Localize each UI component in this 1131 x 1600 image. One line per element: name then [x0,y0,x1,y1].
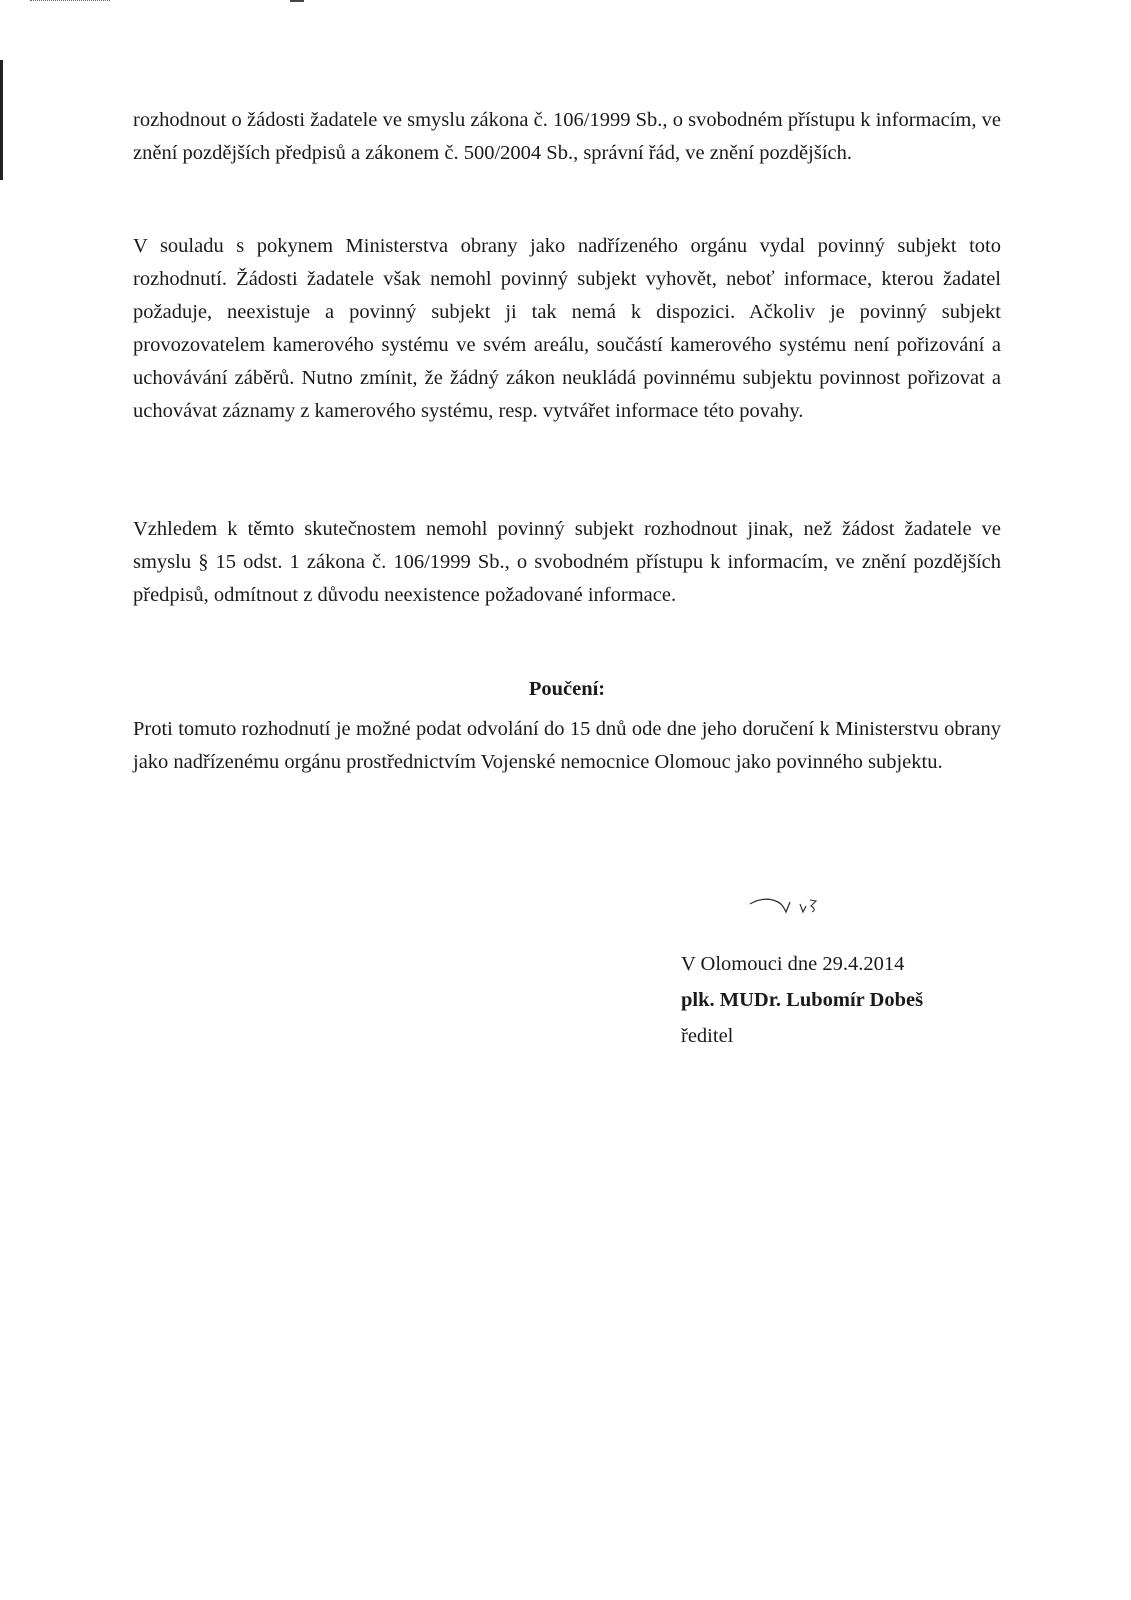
signatory-title: ředitel [681,1025,734,1047]
signatory-name: plk. MUDr. Lubomír Dobeš [681,989,924,1011]
scan-top-dash [290,0,304,2]
instruction-heading: Poučení: [528,678,606,700]
paragraph-1: rozhodnout o žádosti žadatele ve smyslu zákona č. 106/1999 Sb., o svobodném přístupu k informacím, ve znění pozdějších předpisů a zákonem č. 500/2004 Sb., správní řád, ve znění pozdějších. [133,109,1001,164]
signature-block [681,946,923,1054]
place-date: V Olomouci dne 29.4.2014 [681,953,905,975]
instruction-paragraph: Proti tomuto rozhodnutí je možné podat odvolání do 15 dnů ode dne jeho doručení k Ministerstvu obrany jako nadřízenému orgánu prostřednictvím Vojenské nemocnice Olomouc jako povinného subjektu. [133,718,1001,773]
paragraph-2: V souladu s pokynem Ministerstva obrany jako nadřízeného orgánu vydal povinný subjekt toto rozhodnutí. Žádosti žadatele však nemohl povinný subjekt vyhovět, neboť informace, kterou žadatel požaduje, neexistuje a povinný subjekt ji tak nemá k dispozici. Ačkoliv je povinný subjekt provozovatelem kamerového systému ve svém areálu, součástí kamerového systému není pořizování a uchovávání záběrů. Nutno zmínit, že žádný zákon neukládá povinnému subjektu povinnost pořizovat a uchovávat záznamy z kamerového systému, resp. vytvářet informace této povahy. [133,235,1001,422]
scan-edge-mark [0,60,3,180]
paragraph-3: Vzhledem k těmto skutečnostem nemohl povinný subjekt rozhodnout jinak, než žádost žadatele ve smyslu § 15 odst. 1 zákona č. 106/1999 Sb., o svobodném přístupu k informacím, ve znění pozdějších předpisů, odmítnout z důvodu neexistence požadované informace. [133,518,1001,606]
handwritten-signature [748,888,858,918]
scan-top-dots [30,0,110,2]
